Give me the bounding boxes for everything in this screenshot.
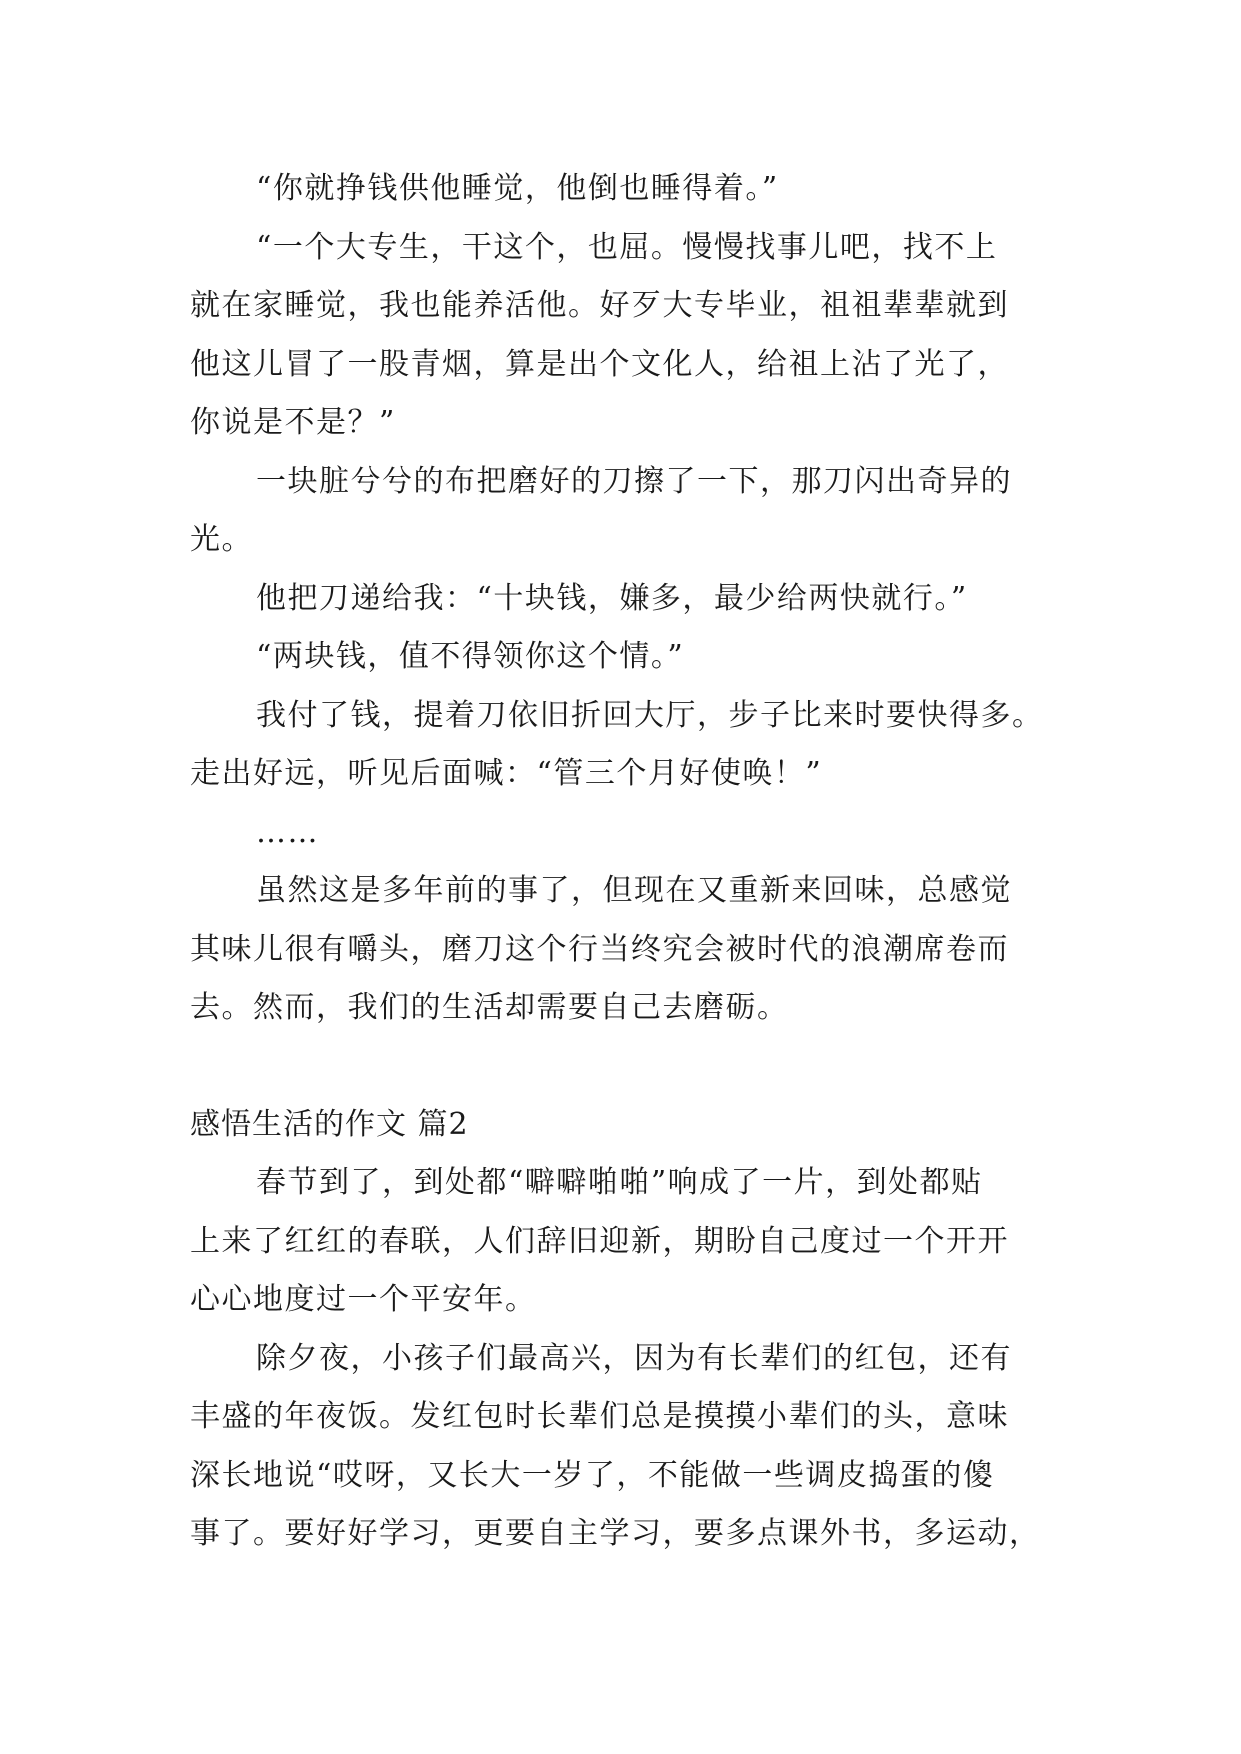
text-line: 事了。要好好学习，更要自主学习，要多点课外书，多运动， (190, 1516, 1041, 1551)
text-line: 除夕夜，小孩子们最高兴，因为有长辈们的红包，还有 (256, 1340, 1012, 1376)
text-line: “两块钱，值不得领你这个情。” (256, 639, 685, 674)
ellipsis-line: …… (256, 814, 319, 850)
paragraph (190, 160, 1060, 219)
text-line: 一块脏兮兮的布把磨好的刀擦了一下，那刀闪出奇异的 (256, 463, 1012, 499)
paragraph (190, 453, 1060, 570)
text-line: “一个大专生，干这个，也屈。慢慢找事儿吧，找不上 (256, 229, 998, 265)
text-line: “你就挣钱供他睡觉，他倒也睡得着。” (256, 171, 779, 206)
paragraph (190, 628, 1060, 687)
section-heading: 感悟生活的作文 篇2 (190, 1106, 469, 1142)
text-line: 他这儿冒了一股青烟，算是出个文化人，给祖上沾了光了， (190, 346, 1009, 382)
paragraph (190, 1330, 1060, 1564)
section-gap (190, 1038, 1060, 1096)
text-line: 去。然而，我们的生活却需要自己去磨砺。 (190, 990, 789, 1025)
text-line: 心心地度过一个平安年。 (190, 1282, 537, 1317)
paragraph (190, 219, 1060, 453)
text-line: 我付了钱，提着刀依旧折回大厅，步子比来时要快得多。 (256, 697, 1044, 733)
text-line: 丰盛的年夜饭。发红包时长辈们总是摸摸小辈们的头，意味 (190, 1399, 1009, 1434)
text-line: 光。 (190, 522, 253, 557)
text-line: 虽然这是多年前的事了，但现在又重新来回味，总感觉 (256, 873, 1012, 908)
paragraph (190, 862, 1060, 1038)
document-page (190, 160, 1060, 1564)
text-line: 就在家睡觉，我也能养活他。好歹大专毕业，祖祖辈辈就到 (190, 288, 1009, 323)
text-line: 深长地说“哎呀，又长大一岁了，不能做一些调皮捣蛋的傻 (190, 1457, 995, 1493)
paragraph (190, 1154, 1060, 1330)
text-line: 春节到了，到处都“噼噼啪啪”响成了一片，到处都贴 (256, 1165, 983, 1200)
paragraph (190, 687, 1060, 804)
paragraph (190, 804, 1060, 863)
text-line: 上来了红红的春联，人们辞旧迎新，期盼自己度过一个开开 (190, 1223, 1009, 1259)
text-line: 他把刀递给我：“十块钱，嫌多，最少给两快就行。” (256, 580, 968, 616)
text-line: 走出好远，听见后面喊：“管三个月好使唤！” (190, 756, 823, 791)
text-line: 你说是不是？” (190, 405, 396, 440)
text-line: 其味儿很有嚼头，磨刀这个行当终究会被时代的浪潮席卷而 (190, 931, 1009, 967)
paragraph (190, 570, 1060, 629)
